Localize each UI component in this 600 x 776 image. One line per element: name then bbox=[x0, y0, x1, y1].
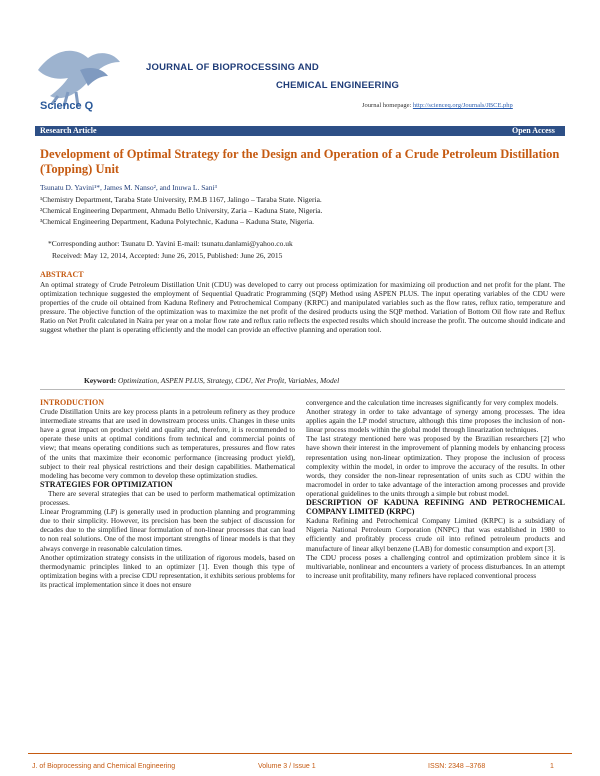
strategies-paragraph-3: Another optimization strategy consists in the utilization of rigorous models, based on thermodynamic principles linked to an optimizer [1]. Even though this type of optimization begins with a precise CDU representation, it exhibits serious problems for its practical implementation since it does not ensure bbox=[40, 552, 295, 589]
footer-rule bbox=[28, 753, 572, 754]
left-column bbox=[40, 398, 295, 589]
footer-volume: Volume 3 / Issue 1 bbox=[258, 763, 316, 770]
journal-name-line1: JOURNAL OF BIOPROCESSING AND bbox=[146, 62, 319, 73]
keywords-label: Keyword: bbox=[84, 376, 117, 385]
introduction-paragraph: Crude Distillation Units are key process plants in a petroleum refinery as they produce intermediate streams that are used in downstream process units. Changes in these units have a great impact on product yield and quality and, therefore, it is recommended to operate these units at optimal conditions from technical and commercial points of view; that means operating conditions such as temperatures, pressures and flow rates of the units that maximize their economic performance (increasing product yield), subject to their real physical restrictions and their design capabilities. Mathematical modeling has become very common to develop these optimization studies. bbox=[40, 407, 295, 480]
footer-journal: J. of Bioprocessing and Chemical Engineering bbox=[32, 763, 176, 770]
logo-text: Science Q bbox=[40, 100, 94, 112]
open-access-label: Open Access bbox=[512, 126, 555, 135]
journal-name-line2: CHEMICAL ENGINEERING bbox=[276, 80, 400, 91]
right-paragraph-4: Kaduna Refining and Petrochemical Company Limited (KRPC) is a subsidiary of Nigeria National Petroleum Corporation (NNPC) that was established in 1980 to efficiently and profitably process crude oil into refined petroleum products and manufacture of linear alkyl benzene (LAB) for domestic consumption and export [3]. bbox=[306, 516, 565, 553]
strategies-paragraph-2: Linear Programming (LP) is generally used in production planning and programming due to their simplicity. However, its precision has been the subject of discussion for decades due to the simplified linear formulation of non-linear processes that can lead to non real solutions. One of the most important strengths of linear models is that they always converge in reasonable calculation times. bbox=[40, 507, 295, 553]
introduction-heading: INTRODUCTION bbox=[40, 398, 105, 407]
affiliation-1: ¹Chemistry Department, Taraba State University, P.M.B 1167, Jalingo – Taraba State. Nigeria. bbox=[40, 195, 322, 204]
right-paragraph-3: The last strategy mentioned here was proposed by the Brazilian researchers [2] who have shown their interest in the improvement of planning models by enhancing process representation using non-linear optimization. They propose the inclusion of process complexity within the model, in order to improve the accuracy of the results. In other words, they consider the non-linear representation of units such as CDU within the macromodel in order to take advantage of the interaction among processes and provide operational guidelines to the units through a simple but robust model. bbox=[306, 434, 565, 498]
right-paragraph-2: Another strategy in order to take advantage of synergy among processes. The idea applies again the LP model structure, although this time proposes the inclusion of non-linear process models within the global model through linearization techniques. bbox=[306, 407, 565, 435]
strategies-heading: STRATEGIES FOR OPTIMIZATION bbox=[40, 479, 173, 489]
strategies-paragraph-1: There are several strategies that can be used to perform mathematical optimization processes. bbox=[40, 488, 295, 508]
author-list: Tsunatu D. Yavini¹*, James M. Nanso², and Inuwa L. Sani³ bbox=[40, 183, 217, 192]
abstract-heading: ABSTRACT bbox=[40, 270, 84, 279]
journal-homepage bbox=[362, 102, 513, 109]
publication-dates: Received: May 12, 2014, Accepted: June 26, 2015, Published: June 26, 2015 bbox=[52, 251, 283, 260]
keywords-text: Optimization, ASPEN PLUS, Strategy, CDU, Net Profit, Variables, Model bbox=[117, 376, 340, 385]
paper-title: Development of Optimal Strategy for the Design and Operation of a Crude Petroleum Distillation (Topping) Unit bbox=[40, 147, 560, 176]
article-type-label: Research Article bbox=[40, 126, 97, 135]
krpc-description-heading: DESCRIPTION OF KADUNA REFINING AND PETROCHEMICAL COMPANY LIMITED (KRPC) bbox=[306, 498, 565, 517]
homepage-label: Journal homepage: bbox=[362, 102, 412, 109]
article-type-bar bbox=[35, 126, 565, 136]
right-paragraph-5: The CDU process poses a challenging control and optimization problem since it is multivariable, nonlinear and encounters a variety of process disturbances. In an attempt to increase unit profitability, many refiners have replaced conventional process bbox=[306, 552, 565, 580]
footer-page-number: 1 bbox=[550, 763, 554, 770]
right-paragraph-1: convergence and the calculation time increases significantly for very complex models. bbox=[306, 398, 559, 407]
affiliation-2: ²Chemical Engineering Department, Ahmadu Bello University, Zaria – Kaduna State, Nigeria. bbox=[40, 206, 323, 215]
affiliation-3: ³Chemical Engineering Department, Kaduna Polytechnic, Kaduna – Kaduna State, Nigeria. bbox=[40, 217, 315, 226]
section-divider bbox=[40, 389, 565, 390]
footer-issn: ISSN: 2348 –3768 bbox=[428, 763, 486, 770]
abstract-text: An optimal strategy of Crude Petroleum Distillation Unit (CDU) was developed to carry out process optimization for maximizing oil production and net profit for the plant. The optimization technique suggested the employment of Sequential Quadratic Programming (SQP) Method using ASPEN PLUS. The input operating variables of the CDU were properties of the crude oil obtained from Kaduna Refinery and Petrochemical Company (KRPC) and manipulated variables such as the flow rates, reflux ratio, temperature and pressure. The objective function of the optimization was to maximize the net profit of the desired products using the SQP method. Variation of Bottom Oil flow rate and Reflux Ratio on Net Profit calculated in Naira per year on a molar flow rate and reflux ratio reflects the expected results which should increase the profit. The outcome should indicate and suggest whether the plant is operating efficiently and the model can provide an effective planning and operation tool. bbox=[40, 280, 565, 335]
right-column bbox=[306, 398, 565, 580]
homepage-link[interactable]: http://scienceq.org/Journals/JBCE.php bbox=[412, 102, 513, 109]
corresponding-author: *Corresponding author: Tsunatu D. Yavini E-mail: tsunatu.danlami@yahoo.co.uk bbox=[48, 239, 293, 248]
keywords bbox=[84, 376, 339, 385]
